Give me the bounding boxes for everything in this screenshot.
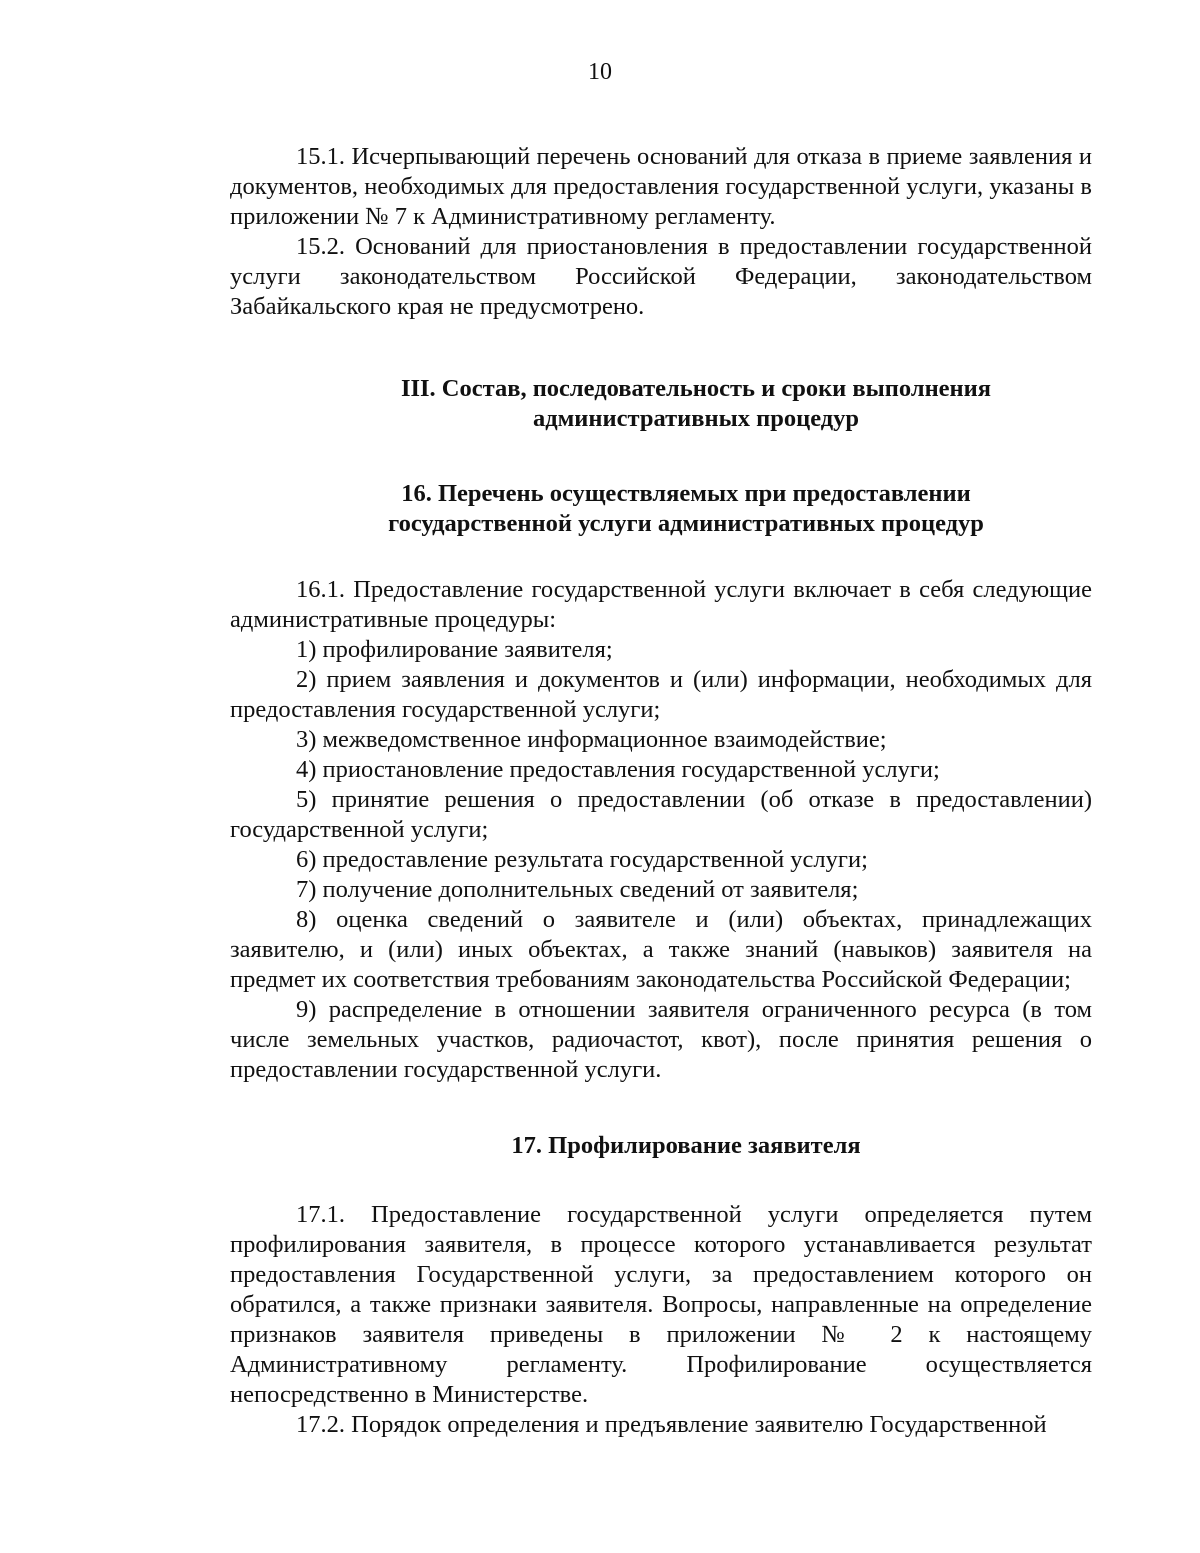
section-17-heading: 17. Профилирование заявителя bbox=[511, 1132, 861, 1159]
paragraph-15-2: 15.2. Оснований для приостановления в предоставлении государственной услуги законодательством Российской Федерации, законодательством Забайкальского края не предусмотрено. bbox=[230, 233, 1092, 320]
section-16-heading-line2: государственной услуги административных процедур bbox=[388, 510, 984, 537]
list-item: 4) приостановление предоставления государственной услуги; bbox=[296, 756, 940, 783]
list-item: 6) предоставление результата государственной услуги; bbox=[296, 846, 868, 873]
section-3-heading bbox=[230, 374, 1092, 434]
list-item: 1) профилирование заявителя; bbox=[296, 636, 613, 663]
document-body bbox=[230, 142, 1092, 1440]
list-item: 2) прием заявления и документов и (или) информации, необходимых для предоставления государственной услуги; bbox=[230, 666, 1092, 723]
section-3-heading-line1: III. Состав, последовательность и сроки выполнения bbox=[400, 375, 992, 402]
list-item: 8) оценка сведений о заявителе и (или) объектах, принадлежащих заявителю, и (или) иных объектах, а также знаний (навыков) заявителя на предмет их соответствия требованиям законодательства Российской Федерации; bbox=[230, 906, 1092, 993]
section-16-heading bbox=[230, 479, 1092, 539]
paragraph-16-1: 16.1. Предоставление государственной услуги включает в себя следующие административные процедуры: bbox=[230, 576, 1092, 633]
list-item: 5) принятие решения о предоставлении (об отказе в предоставлении) государственной услуги; bbox=[230, 786, 1092, 843]
paragraph-17-2: 17.2. Порядок определения и предъявление заявителю Государственной bbox=[296, 1411, 1047, 1438]
paragraph-15-1: 15.1. Исчерпывающий перечень оснований для отказа в приеме заявления и документов, необходимых для предоставления государственной услуги, указаны в приложении № 7 к Административному регламенту. bbox=[230, 143, 1092, 230]
section-16-heading-line1: 16. Перечень осуществляемых при предоставлении bbox=[401, 480, 971, 507]
paragraph-17-1: 17.1. Предоставление государственной услуги определяется путем профилирования заявителя, в процессе которого устанавливается результат предоставления Государственной услуги, за предоставлением которого он обратился, а также признаки заявителя. Вопросы, направленные на определение признаков заявителя приведены в приложении № 2 к настоящему Административному регламенту. Профилирование осуществляется непосредственно в Министерстве. bbox=[230, 1201, 1092, 1408]
list-item: 7) получение дополнительных сведений от заявителя; bbox=[296, 876, 859, 903]
page-number: 10 bbox=[588, 59, 612, 85]
list-item: 9) распределение в отношении заявителя ограниченного ресурса (в том числе земельных участков, радиочастот, квот), после принятия решения о предоставлении государственной услуги. bbox=[230, 996, 1092, 1083]
section-3-heading-line2: административных процедур bbox=[532, 405, 860, 432]
list-item: 3) межведомственное информационное взаимодействие; bbox=[296, 726, 887, 753]
